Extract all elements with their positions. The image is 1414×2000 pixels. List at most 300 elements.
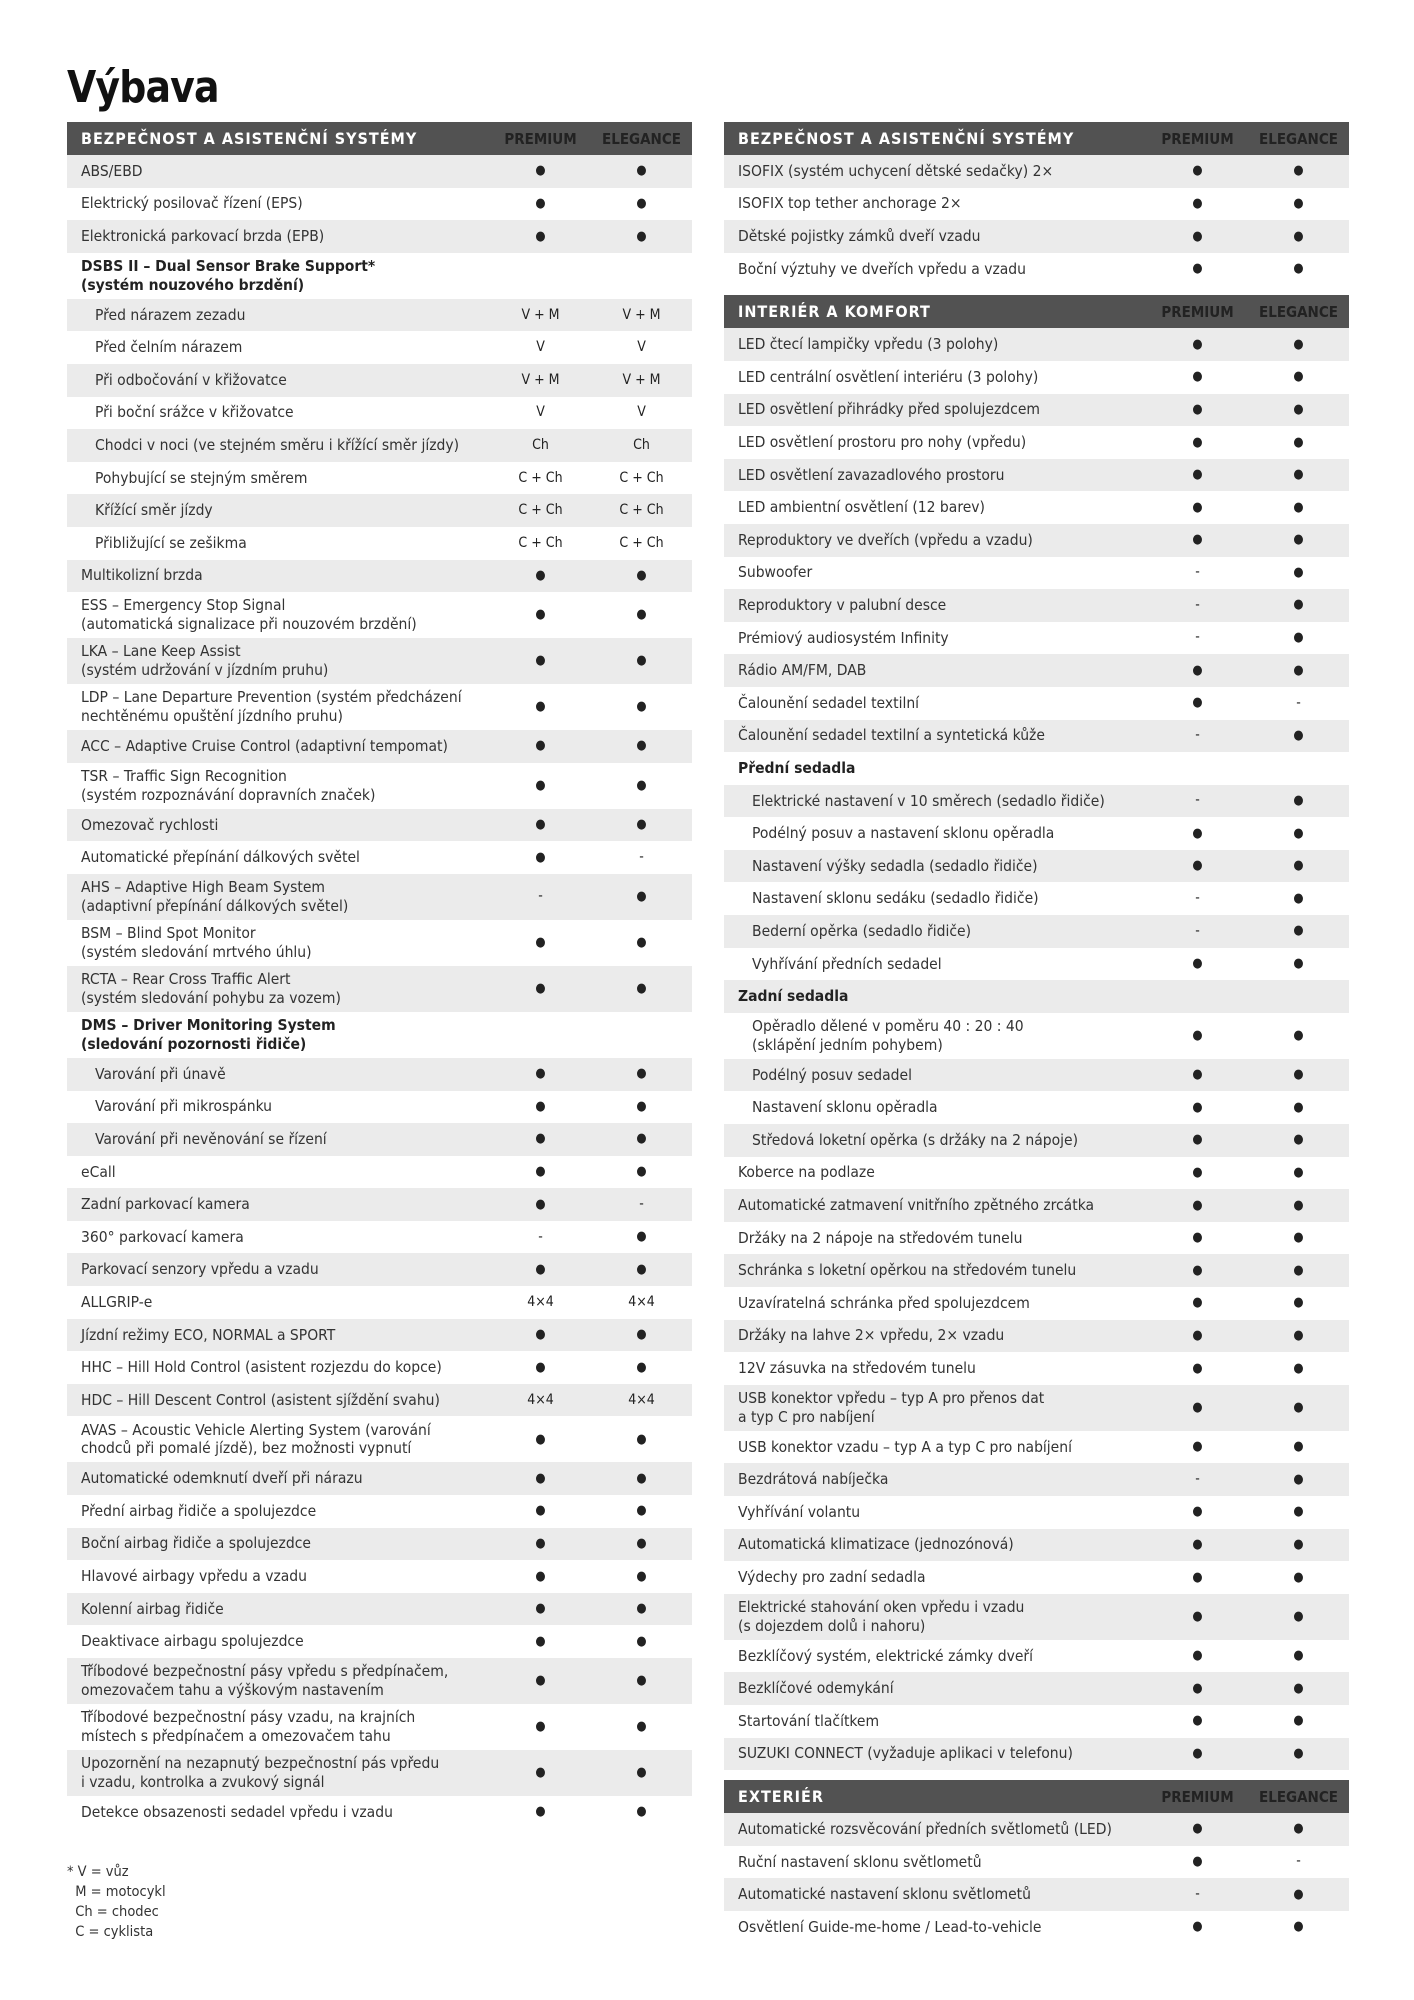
footnote-line: C = cyklista <box>67 1924 154 1940</box>
feature-label-line: Startování tlačítkem <box>738 1711 880 1730</box>
elegance-value: Ch <box>633 436 650 453</box>
premium-value: ● <box>1192 1821 1203 1837</box>
elegance-value: ● <box>1293 336 1304 352</box>
premium-value: V + M <box>521 371 560 388</box>
table-row <box>67 1188 692 1221</box>
feature-label <box>724 824 1147 843</box>
elegance-value: ● <box>1293 1164 1304 1180</box>
table-row <box>67 364 692 397</box>
premium-value: ● <box>535 738 546 754</box>
elegance-value: ● <box>636 934 647 950</box>
elegance-value: - <box>1296 1853 1301 1870</box>
feature-label-line: ISOFIX top tether anchorage 2× <box>738 194 962 213</box>
table-row <box>67 638 692 684</box>
feature-label-line: HDC – Hill Descent Control (asistent sjíždění svahu) <box>81 1390 440 1409</box>
premium-value: ● <box>1192 1360 1203 1376</box>
elegance-value: ● <box>1293 1099 1304 1115</box>
feature-label <box>724 1196 1147 1215</box>
elegance-value: ● <box>1293 261 1304 277</box>
premium-value: ● <box>1192 825 1203 841</box>
premium-value: ● <box>1192 1504 1203 1520</box>
table-row <box>67 920 692 966</box>
elegance-value: ● <box>636 1098 647 1114</box>
feature-label <box>67 1260 490 1279</box>
feature-label-line: Podélný posuv a nastavení sklonu opěradla <box>752 824 1055 843</box>
premium-value: ● <box>1192 467 1203 483</box>
feature-label <box>724 955 1147 974</box>
section-title: BEZPEČNOST A ASISTENČNÍ SYSTÉMY <box>738 129 1075 148</box>
elegance-value: ● <box>1293 1067 1304 1083</box>
feature-label-line: omezovačem tahu a výškovým nastavením <box>81 1681 384 1699</box>
premium-value: ● <box>1192 1713 1203 1729</box>
feature-label <box>724 889 1147 908</box>
table-row <box>67 494 692 527</box>
elegance-value: ● <box>636 1719 647 1735</box>
feature-label-line: Při odbočování v křižovatce <box>95 370 287 389</box>
premium-value: ● <box>535 1601 546 1617</box>
table-row <box>724 1672 1349 1705</box>
feature-label <box>67 1016 490 1054</box>
premium-value: ● <box>535 163 546 179</box>
section-title: BEZPEČNOST A ASISTENČNÍ SYSTÉMY <box>81 129 418 148</box>
feature-label <box>67 257 490 295</box>
premium-value: ● <box>535 1327 546 1343</box>
elegance-value: ● <box>636 1261 647 1277</box>
feature-label <box>67 596 490 634</box>
feature-label-line: AHS – Adaptive High Beam System <box>81 878 326 896</box>
premium-value: ● <box>1192 858 1203 874</box>
subsection-row <box>67 1012 692 1058</box>
elegance-value: ● <box>1293 1399 1304 1415</box>
premium-value: ● <box>1192 434 1203 450</box>
premium-column-header: PREMIUM <box>1161 302 1234 321</box>
premium-value: ● <box>535 1804 546 1820</box>
feature-label-line: Vyhřívání volantu <box>738 1502 861 1521</box>
elegance-value: ● <box>636 1765 647 1781</box>
table-row <box>724 426 1349 459</box>
feature-label-line: Opěradlo dělené v poměru 40 : 20 : 40 <box>752 1016 1024 1035</box>
feature-label-line: RCTA – Rear Cross Traffic Alert <box>81 970 291 988</box>
premium-value: - <box>1195 727 1200 744</box>
table-row <box>724 1846 1349 1879</box>
table-row <box>67 1221 692 1254</box>
table-row <box>724 654 1349 687</box>
feature-label-line: Při boční srážce v křižovatce <box>95 403 294 422</box>
table-row <box>724 1813 1349 1846</box>
feature-label <box>724 759 1147 778</box>
premium-value: ● <box>535 980 546 996</box>
premium-value: ● <box>535 1131 546 1147</box>
elegance-value: ● <box>1293 401 1304 417</box>
table-row <box>724 1911 1349 1944</box>
elegance-value: ● <box>1293 825 1304 841</box>
table-row <box>724 915 1349 948</box>
feature-label-line: AVAS – Acoustic Vehicle Alerting System (varování <box>81 1420 431 1439</box>
feature-label-line: (systém sledování mrtvého úhlu) <box>81 942 312 961</box>
feature-label <box>724 1853 1147 1872</box>
feature-label-line: nechtěnému opuštění jízdního pruhu) <box>81 707 343 726</box>
elegance-value: ● <box>1293 890 1304 906</box>
table-row <box>724 1352 1349 1385</box>
feature-label-line: LED osvětlení zavazadlového prostoru <box>738 465 1005 484</box>
table-row <box>67 1704 692 1750</box>
feature-label <box>724 596 1147 615</box>
table-row <box>724 524 1349 557</box>
table-row <box>67 331 692 364</box>
feature-label-line: (systém nouzového brzdění) <box>81 275 305 294</box>
footnote-line: Ch = chodec <box>67 1904 159 1920</box>
feature-label <box>67 1567 490 1586</box>
feature-label-line: Elektrické stahování oken vpředu i vzadu <box>738 1597 1025 1616</box>
feature-label-line: Koberce na podlaze <box>738 1163 875 1182</box>
table-row <box>724 1738 1349 1771</box>
feature-label-line: Boční výztuhy ve dveřích vpředu a vzadu <box>738 259 1027 278</box>
feature-label <box>724 857 1147 876</box>
page-title: Výbava <box>67 62 219 113</box>
premium-value: ● <box>1192 1536 1203 1552</box>
table-row <box>67 1462 692 1495</box>
feature-label <box>724 194 1147 213</box>
table-row <box>67 1253 692 1286</box>
feature-label <box>724 1503 1147 1522</box>
premium-value: ● <box>535 817 546 833</box>
feature-label <box>67 306 490 325</box>
elegance-value: ● <box>636 1568 647 1584</box>
elegance-value: ● <box>1293 467 1304 483</box>
premium-value: ● <box>535 699 546 715</box>
table-row <box>67 1528 692 1561</box>
feature-label-line: (adaptivní přepínání dálkových světel) <box>81 896 349 915</box>
premium-value: ● <box>1192 499 1203 515</box>
feature-label <box>724 1470 1147 1489</box>
feature-label-line: (systém rozpoznávání dopravních značek) <box>81 785 376 804</box>
premium-value: ● <box>1192 195 1203 211</box>
elegance-value: ● <box>1293 727 1304 743</box>
elegance-value: ● <box>636 1673 647 1689</box>
premium-value: ● <box>535 1098 546 1114</box>
premium-value: ● <box>535 1261 546 1277</box>
elegance-value: ● <box>1293 956 1304 972</box>
premium-value: ● <box>535 1719 546 1735</box>
premium-value: ● <box>535 1568 546 1584</box>
table-row <box>67 560 692 593</box>
premium-value: ● <box>535 1431 546 1447</box>
feature-label <box>67 1632 490 1651</box>
feature-label <box>67 1754 490 1792</box>
feature-label <box>67 162 490 181</box>
feature-label <box>724 531 1147 550</box>
table-row <box>724 1157 1349 1190</box>
elegance-value: ● <box>1293 1471 1304 1487</box>
table-row <box>724 155 1349 188</box>
premium-value: ● <box>1192 532 1203 548</box>
premium-value: ● <box>535 1633 546 1649</box>
elegance-value: ● <box>1293 923 1304 939</box>
elegance-value: ● <box>1293 1919 1304 1935</box>
premium-value: ● <box>535 777 546 793</box>
table-row <box>67 462 692 495</box>
premium-value: - <box>1195 564 1200 581</box>
feature-label <box>724 922 1147 941</box>
feature-label-line: Varování při mikrospánku <box>95 1097 273 1116</box>
feature-label-line: Nastavení sklonu opěradla <box>752 1098 938 1117</box>
elegance-column-header: ELEGANCE <box>1259 302 1338 321</box>
feature-label-line: Automatické přepínání dálkových světel <box>81 848 360 867</box>
feature-label-line: Schránka s loketní opěrkou na středovém tunelu <box>738 1261 1077 1280</box>
feature-label <box>67 1097 490 1116</box>
feature-label <box>724 335 1147 354</box>
premium-value: ● <box>1192 695 1203 711</box>
feature-label-line: Vyhřívání předních sedadel <box>752 954 942 973</box>
feature-label <box>67 767 490 805</box>
feature-label-line: Chodci v noci (ve stejném směru i křížící směr jízdy) <box>95 436 460 454</box>
feature-label <box>724 1885 1147 1904</box>
feature-label-line: Bederní opěrka (sedadlo řidiče) <box>752 921 972 940</box>
premium-column-header: PREMIUM <box>1161 1787 1234 1806</box>
feature-label <box>724 1098 1147 1117</box>
elegance-value: ● <box>636 1535 647 1551</box>
feature-label <box>67 403 490 422</box>
feature-label <box>67 970 490 1008</box>
feature-label <box>67 1391 490 1410</box>
feature-label <box>724 1066 1147 1085</box>
feature-label <box>724 498 1147 517</box>
table-row <box>724 1463 1349 1496</box>
premium-value: ● <box>535 1196 546 1212</box>
feature-label-line: ABS/EBD <box>81 161 143 180</box>
premium-value: ● <box>1192 336 1203 352</box>
table-row <box>67 299 692 332</box>
feature-label-line: DMS – Driver Monitoring System <box>81 1016 336 1034</box>
feature-label-line: (sklápění jedním pohybem) <box>752 1035 943 1054</box>
table-row <box>724 1124 1349 1157</box>
feature-label <box>724 987 1147 1006</box>
section-header <box>724 122 1349 155</box>
feature-label <box>724 1918 1147 1937</box>
feature-label-line: (s dojezdem dolů i nahoru) <box>738 1616 926 1635</box>
feature-label <box>67 1130 490 1149</box>
feature-label-line: Zadní parkovací kamera <box>81 1195 250 1214</box>
feature-label <box>724 792 1147 811</box>
table-row <box>67 1123 692 1156</box>
feature-label <box>724 1712 1147 1731</box>
premium-value: - <box>538 888 543 905</box>
feature-label <box>67 737 490 756</box>
elegance-value: ● <box>636 228 647 244</box>
premium-value: ● <box>1192 1569 1203 1585</box>
feature-label <box>67 1065 490 1084</box>
premium-value: ● <box>1192 1854 1203 1870</box>
feature-label-line: LKA – Lane Keep Assist <box>81 642 241 661</box>
table-row <box>724 188 1349 221</box>
premium-value: ● <box>1192 228 1203 244</box>
feature-label <box>724 1131 1147 1150</box>
feature-label <box>724 433 1147 452</box>
feature-label-line: Automatické zatmavení vnitřního zpětného zrcátka <box>738 1196 1095 1215</box>
premium-value: ● <box>1192 1132 1203 1148</box>
premium-value: ● <box>1192 401 1203 417</box>
feature-label-line: TSR – Traffic Sign Recognition <box>81 766 287 785</box>
table-row <box>724 882 1349 915</box>
premium-value: ● <box>535 1765 546 1781</box>
elegance-value: ● <box>636 699 647 715</box>
elegance-value: ● <box>1293 1027 1304 1043</box>
premium-value: C + Ch <box>518 502 563 519</box>
feature-label-line: Držáky na lahve 2× vpředu, 2× vzadu <box>738 1326 1005 1345</box>
elegance-value: ● <box>636 567 647 583</box>
feature-label <box>67 1803 490 1822</box>
premium-value: ● <box>535 1164 546 1180</box>
table-row <box>67 1416 692 1462</box>
feature-label <box>724 466 1147 485</box>
elegance-value: ● <box>1293 1569 1304 1585</box>
premium-value: 4×4 <box>527 1391 554 1408</box>
elegance-value: ● <box>1293 1713 1304 1729</box>
premium-value: ● <box>1192 1439 1203 1455</box>
table-row <box>724 1705 1349 1738</box>
premium-value: ● <box>535 195 546 211</box>
feature-label <box>67 1662 490 1700</box>
table-row <box>67 1625 692 1658</box>
premium-value: - <box>1195 922 1200 939</box>
table-row <box>724 557 1349 590</box>
premium-value: ● <box>1192 1295 1203 1311</box>
table-row <box>724 948 1349 981</box>
table-row <box>67 1091 692 1124</box>
feature-label <box>724 629 1147 648</box>
elegance-value: ● <box>636 817 647 833</box>
feature-label <box>724 726 1147 745</box>
elegance-value: ● <box>636 1131 647 1147</box>
feature-label-line: 360° parkovací kamera <box>81 1227 244 1246</box>
left-column <box>67 122 692 1829</box>
elegance-value: C + Ch <box>619 469 664 486</box>
feature-label <box>67 436 490 455</box>
feature-label <box>67 1163 490 1182</box>
premium-value: ● <box>1192 1067 1203 1083</box>
table-row <box>724 720 1349 753</box>
elegance-value: ● <box>636 738 647 754</box>
feature-label-line: a typ C pro nabíjení <box>738 1407 875 1426</box>
premium-value: - <box>1195 596 1200 613</box>
feature-label-line: LED centrální osvětlení interiéru (3 polohy) <box>738 367 1039 386</box>
elegance-value: ● <box>1293 564 1304 580</box>
elegance-value: V + M <box>622 371 661 388</box>
feature-label-line: Multikolizní brzda <box>81 566 203 585</box>
elegance-value: ● <box>1293 1439 1304 1455</box>
feature-label <box>724 1568 1147 1587</box>
table-row <box>67 527 692 560</box>
elegance-value: V <box>637 404 646 421</box>
elegance-value: ● <box>636 888 647 904</box>
feature-label <box>724 162 1147 181</box>
table-row <box>67 1560 692 1593</box>
feature-label-line: USB konektor vzadu – typ A a typ C pro nabíjení <box>738 1437 1072 1456</box>
feature-label <box>67 848 490 867</box>
elegance-value: V + M <box>622 306 661 323</box>
feature-label <box>724 1598 1147 1636</box>
feature-label-line: Přibližující se zešikma <box>95 533 247 552</box>
feature-label-line: DSBS II – Dual Sensor Brake Support* <box>81 256 376 275</box>
feature-label <box>724 1359 1147 1378</box>
feature-label-line: eCall <box>81 1162 116 1181</box>
feature-label-line: Omezovač rychlosti <box>81 815 219 834</box>
elegance-value: ● <box>1293 1295 1304 1311</box>
feature-label <box>724 1820 1147 1839</box>
elegance-value: ● <box>1293 163 1304 179</box>
feature-label-line: ISOFIX (systém uchycení dětské sedačky) 2× <box>738 161 1054 180</box>
feature-label-line: Parkovací senzory vpředu a vzadu <box>81 1260 319 1279</box>
feature-label-line: i vzadu, kontrolka a zvukový signál <box>81 1773 325 1791</box>
feature-label-line: (systém sledování pohybu za vozem) <box>81 988 341 1007</box>
feature-label-line: ESS – Emergency Stop Signal <box>81 596 286 615</box>
feature-label-line: Výdechy pro zadní sedadla <box>738 1568 926 1586</box>
elegance-value: ● <box>1293 858 1304 874</box>
feature-label <box>67 338 490 357</box>
premium-value: ● <box>1192 1327 1203 1343</box>
premium-value: ● <box>1192 1608 1203 1624</box>
premium-value: ● <box>1192 1399 1203 1415</box>
elegance-value: ● <box>636 195 647 211</box>
table-row <box>67 966 692 1012</box>
premium-value: ● <box>1192 1745 1203 1761</box>
elegance-value: ● <box>1293 195 1304 211</box>
elegance-value: ● <box>1293 1197 1304 1213</box>
premium-value: ● <box>1192 1099 1203 1115</box>
premium-value: - <box>1195 1886 1200 1903</box>
feature-label-line: BSM – Blind Spot Monitor <box>81 924 256 942</box>
table-row <box>724 1385 1349 1431</box>
feature-label-line: Reproduktory v palubní desce <box>738 595 947 614</box>
table-row <box>67 188 692 221</box>
elegance-value: - <box>639 849 644 866</box>
table-row <box>67 841 692 874</box>
feature-label-line: HHC – Hill Hold Control (asistent rozjezdu do kopce) <box>81 1358 442 1377</box>
premium-value: ● <box>1192 1648 1203 1664</box>
premium-value: ● <box>1192 1197 1203 1213</box>
feature-label-line: Elektrické nastavení v 10 směrech (sedadlo řidiče) <box>752 791 1105 810</box>
table-row <box>724 687 1349 720</box>
feature-label-line: LDP – Lane Departure Prevention (systém předcházení <box>81 688 462 707</box>
feature-label-line: Tříbodové bezpečnostní pásy vzadu, na krajních <box>81 1708 416 1727</box>
premium-value: ● <box>535 1503 546 1519</box>
section-title: INTERIÉR A KOMFORT <box>738 302 931 322</box>
feature-label-line: Kolenní airbag řidiče <box>81 1599 224 1618</box>
table-row <box>67 1658 692 1704</box>
elegance-column-header: ELEGANCE <box>602 129 681 148</box>
table-row <box>724 1529 1349 1562</box>
feature-label <box>67 1708 490 1746</box>
feature-label-line: místech s předpínačem a omezovačem tahu <box>81 1727 391 1745</box>
elegance-value: C + Ch <box>619 534 664 551</box>
elegance-value: ● <box>1293 499 1304 515</box>
elegance-value: ● <box>1293 1360 1304 1376</box>
premium-value: ● <box>1192 956 1203 972</box>
premium-value: C + Ch <box>518 469 563 486</box>
table-row <box>67 429 692 462</box>
table-row <box>724 1254 1349 1287</box>
elegance-value: ● <box>636 1804 647 1820</box>
table-row <box>724 850 1349 883</box>
feature-label <box>724 260 1147 279</box>
feature-label <box>724 368 1147 387</box>
table-row <box>724 253 1349 286</box>
premium-value: ● <box>535 653 546 669</box>
premium-column-header: PREMIUM <box>1161 129 1234 148</box>
table-row <box>67 220 692 253</box>
table-row <box>724 1091 1349 1124</box>
feature-label <box>67 371 490 390</box>
